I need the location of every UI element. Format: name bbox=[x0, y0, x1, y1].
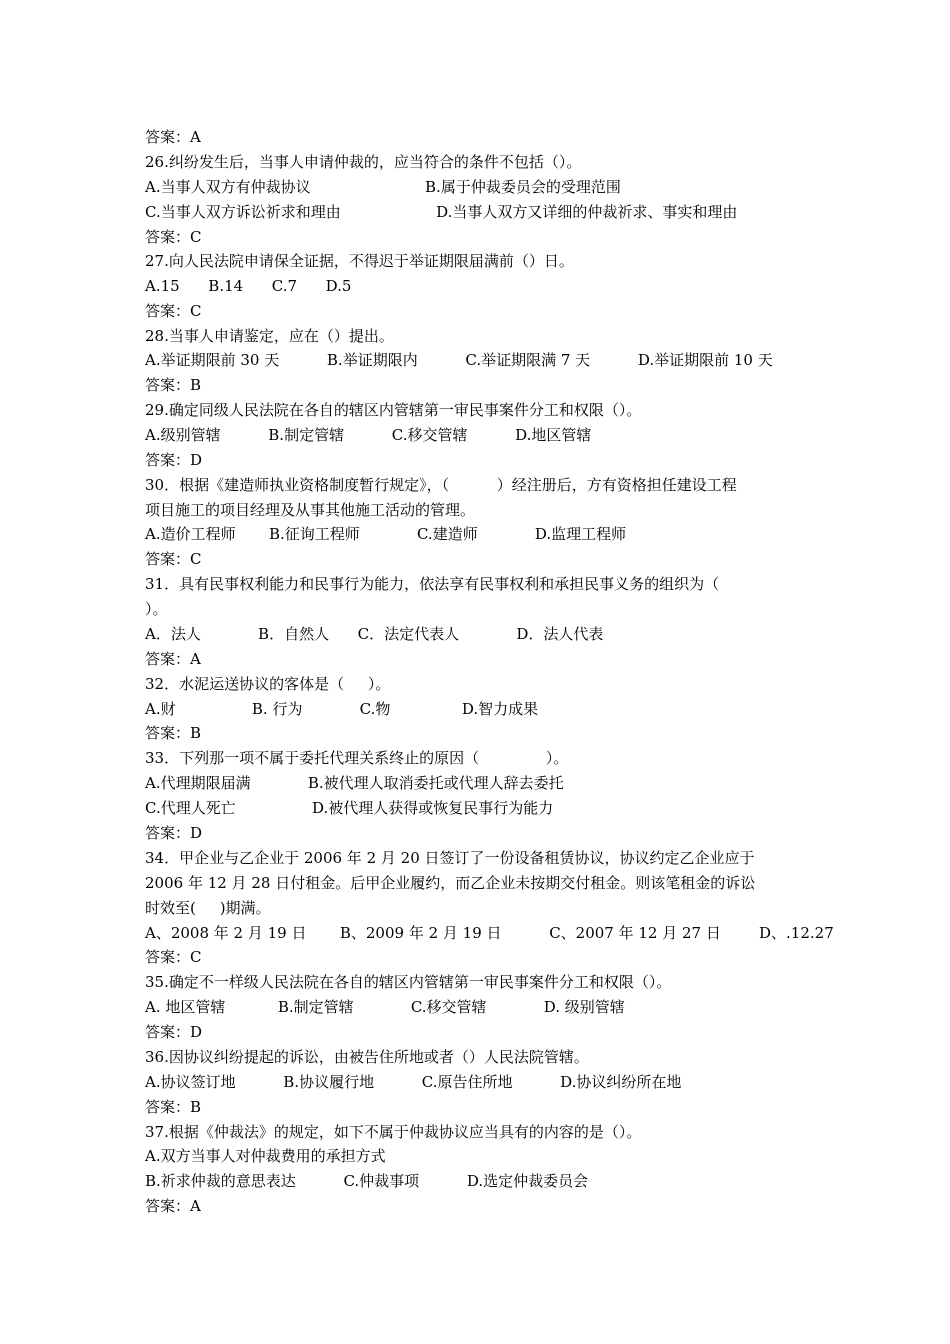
text-line: 答案：A bbox=[145, 1197, 201, 1215]
text-line: 31．具有民事权利能力和民事行为能力，依法享有民事权利和承担民事义务的组织为（ bbox=[145, 575, 720, 593]
text-line: 答案：D bbox=[145, 824, 203, 842]
text-line: 2006 年 12 月 28 日付租金。后甲企业履约，而乙企业未按期交付租金。则该笔租金的诉讼 bbox=[145, 874, 756, 892]
text-line: 32．水泥运送协议的客体是（ ）。 bbox=[145, 675, 391, 693]
text-line: 33．下列那一项不属于委托代理关系终止的原因（ ）。 bbox=[145, 749, 569, 767]
text-line: 27.向人民法院申请保全证据，不得迟于举证期限届满前（）日。 bbox=[145, 252, 574, 270]
text-line: 28.当事人申请鉴定，应在（）提出。 bbox=[145, 327, 394, 345]
text-line: 答案：D bbox=[145, 451, 203, 469]
text-line: 答案：B bbox=[145, 376, 202, 394]
text-line: 答案：A bbox=[145, 650, 201, 668]
text-line: A．法人 B．自然人 C．法定代表人 D．法人代表 bbox=[145, 625, 604, 643]
text-line: 35.确定不一样级人民法院在各自的辖区内管辖第一审民事案件分工和权限（）。 bbox=[145, 973, 672, 991]
text-line: 34．甲企业与乙企业于 2006 年 2 月 20 日签订了一份设备租赁协议，协议约定乙企业应于 bbox=[145, 849, 755, 867]
text-line: A.代理期限届满 B.被代理人取消委托或代理人辞去委托 bbox=[145, 774, 564, 792]
text-line: 37.根据《仲裁法》的规定，如下不属于仲裁协议应当具有的内容的是（）。 bbox=[145, 1123, 642, 1141]
text-line: 答案：C bbox=[145, 228, 202, 246]
text-line: C.代理人死亡 D.被代理人获得或恢复民事行为能力 bbox=[145, 799, 554, 817]
text-line: 项目施工的项目经理及从事其他施工活动的管理。 bbox=[145, 501, 476, 519]
text-line: 时效至( )期满。 bbox=[145, 899, 271, 917]
text-line: A.双方当事人对仲裁费用的承担方式 bbox=[145, 1147, 386, 1165]
text-line: ）。 bbox=[145, 600, 168, 618]
text-line: 答案：D bbox=[145, 1023, 203, 1041]
text-line: A.级别管辖 B.制定管辖 C.移交管辖 D.地区管辖 bbox=[145, 426, 592, 444]
text-line: 答案：C bbox=[145, 550, 202, 568]
text-line: A.举证期限前 30 天 B.举证期限内 C.举证期限满 7 天 D.举证期限前 10 天 bbox=[145, 351, 773, 369]
text-line: C.当事人双方诉讼祈求和理由 D.当事人双方又详细的仲裁祈求、事实和理由 bbox=[145, 203, 738, 221]
text-line: A、2008 年 2 月 19 日 B、2009 年 2 月 19 日 C、2007 年 12 月 27 日 D、.12.27 bbox=[145, 924, 834, 942]
text-line: 答案：C bbox=[145, 302, 202, 320]
text-line: 36.因协议纠纷提起的诉讼，由被告住所地或者（）人民法院管辖。 bbox=[145, 1048, 589, 1066]
text-line: 30．根据《建造师执业资格制度暂行规定》，（ ）经注册后，方有资格担任建设工程 bbox=[145, 476, 737, 494]
text-line: 答案：A bbox=[145, 128, 201, 146]
text-line: A.当事人双方有仲裁协议 B.属于仲裁委员会的受理范围 bbox=[145, 178, 621, 196]
text-line: A. 地区管辖 B.制定管辖 C.移交管辖 D. 级别管辖 bbox=[145, 998, 625, 1016]
text-line: 答案：C bbox=[145, 948, 202, 966]
text-line: A.造价工程师 B.征询工程师 C.建造师 D.监理工程师 bbox=[145, 525, 627, 543]
text-line: 26.纠纷发生后，当事人申请仲裁的，应当符合的条件不包括（）。 bbox=[145, 153, 582, 171]
text-line: 答案：B bbox=[145, 724, 202, 742]
text-line: A.财 B. 行为 C.物 D.智力成果 bbox=[145, 700, 539, 718]
text-line: 29.确定同级人民法院在各自的辖区内管辖第一审民事案件分工和权限（）。 bbox=[145, 401, 642, 419]
text-line: 答案：B bbox=[145, 1098, 202, 1116]
text-line: B.祈求仲裁的意思表达 C.仲裁事项 D.选定仲裁委员会 bbox=[145, 1172, 589, 1190]
text-line: A.协议签订地 B.协议履行地 C.原告住所地 D.协议纠纷所在地 bbox=[145, 1073, 682, 1091]
text-line: A.15 B.14 C.7 D.5 bbox=[145, 277, 352, 295]
